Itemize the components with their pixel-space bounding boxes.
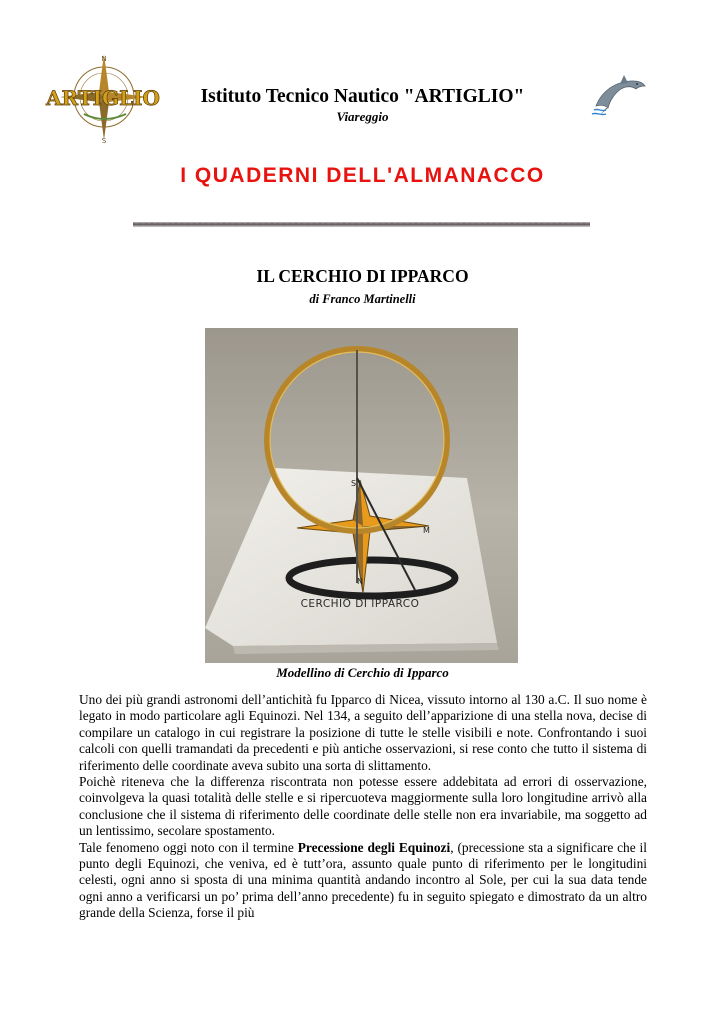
series-title: I QUADERNI DELL'ALMANACCO bbox=[180, 164, 545, 187]
svg-text:N: N bbox=[101, 55, 107, 63]
photo-caption: Modellino di Cerchio di Ipparco bbox=[276, 665, 449, 680]
precession-term: Precessione degli Equinozi bbox=[297, 839, 451, 855]
article-title: IL CERCHIO DI IPPARCO bbox=[256, 266, 469, 286]
paragraph-1: Uno dei più grandi astronomi dell’antichità fu Ipparco di Nicea, vissuto intorno al 130 a.C. Il suo nome è legato in modo particolare agli Equinozi. Nel 134, a seguito dell’apparizione di una stella nova, decise di compilare un catalogo in cui registrare la posizione di tutte le stelle visibili e note. Confrontando i suoi calcoli con quelli tramandati da precedenti e più antiche osservazioni, si rese conto che tutto il sistema di riferimento delle coordinate aveva subito una sorta di slittamento. bbox=[79, 692, 647, 773]
model-photo bbox=[205, 328, 518, 663]
institute-name: Istituto Tecnico Nautico "ARTIGLIO" bbox=[200, 86, 525, 107]
decorative-rule bbox=[133, 222, 590, 227]
photo-label-s: S bbox=[351, 479, 357, 488]
paragraph-3 bbox=[79, 840, 647, 922]
paragraph-3-rest: , (precessione sta a significare che il punto degli Equinozi, che veniva, ed è tutt’ora, assunto quale punto di riferimento per le longitudini celesti, ogni anno si sposta di una minima quantità andando incontro al Sole, per cui la sua data tende ogni anno a verificarsi un po’ prima dell’anno precedente) fu in seguito spiegato e dimostrato da un altro grande della Scienza, forse il più bbox=[79, 839, 647, 921]
photo-base-label: CERCHIO DI IPPARCO bbox=[300, 598, 420, 610]
logo-wordmark: ARTIGLIO bbox=[46, 86, 160, 110]
institute-city: Viareggio bbox=[336, 109, 389, 124]
photo-label-m: M bbox=[423, 526, 430, 535]
paragraph-2: Poichè riteneva che la differenza riscontrata non potesse essere addebitata ad errori di osservazione, coinvolgeva la quasi totalità delle stelle e si ripercuoteva maggiormente sulla loro longitudine arrivò alla conclusione che il sistema di riferimento delle coordinate delle stelle non era invariabile, ma soggetto ad un lentissimo, secolare spostamento. bbox=[79, 774, 647, 839]
photo-label-n: N bbox=[357, 577, 363, 586]
article-body bbox=[79, 692, 647, 922]
article-author: di Franco Martinelli bbox=[309, 292, 416, 306]
svg-text:S: S bbox=[101, 137, 107, 145]
paragraph-3-start: Tale fenomeno oggi noto con il termine bbox=[79, 839, 298, 855]
